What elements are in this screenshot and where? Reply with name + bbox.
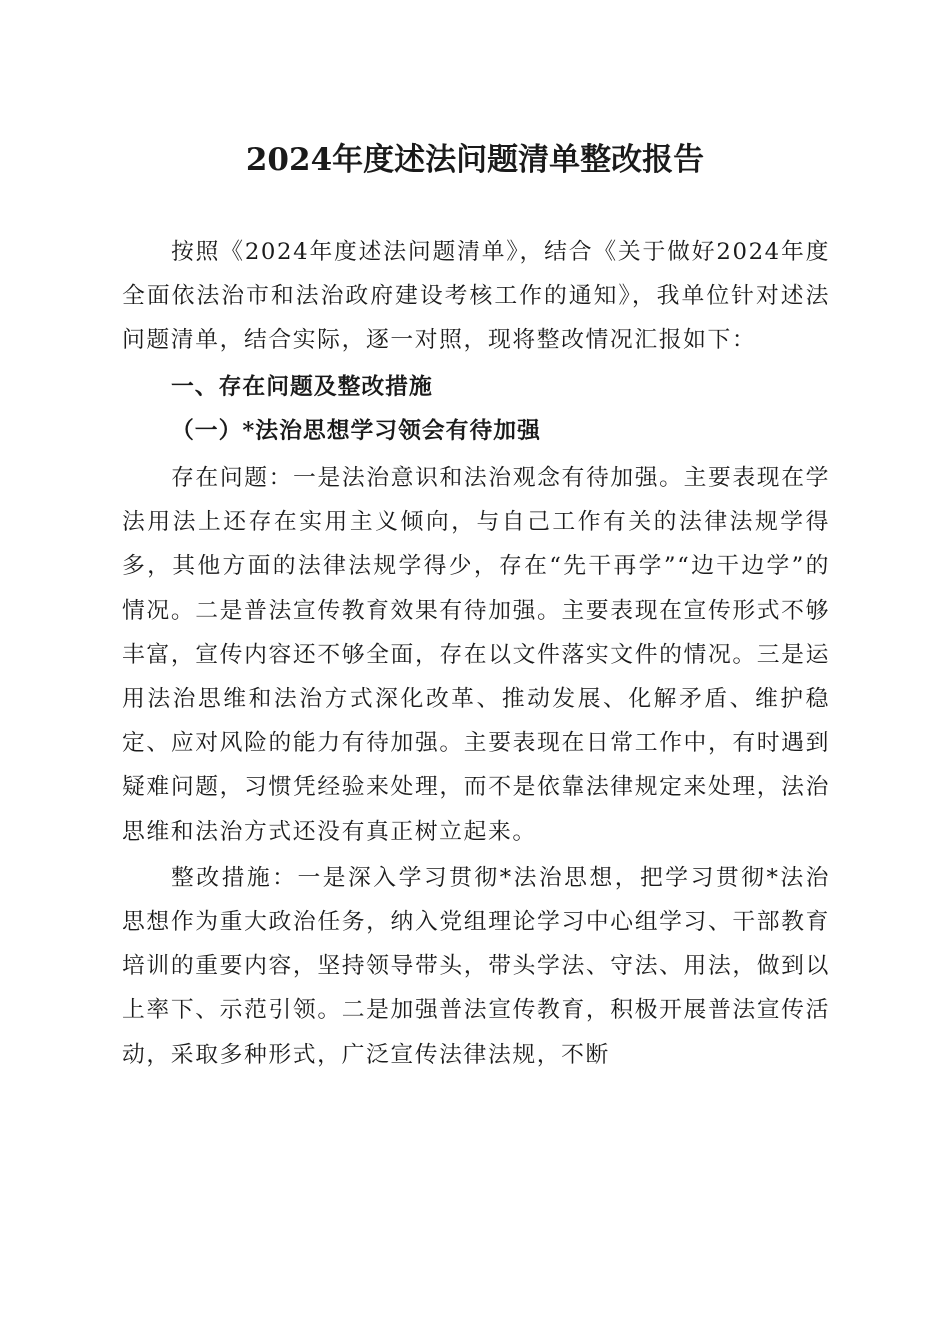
document-body [122, 230, 830, 1077]
problems-text: 一是法治意识和法治观念有待加强。主要表现在学法用法上还存在实用主义倾向，与自己工作有关的法律法规学得多，其他方面的法律法规学得少，存在“先干再学”“边干边学”的情况。二是普法宣传教育效果有待加强。主要表现在宣传形式不够丰富，宣传内容还不够全面，存在以文件落实文件的情况。三是运用法治思维和法治方式深化改革、推动发展、化解矛盾、维护稳定、应对风险的能力有待加强。主要表现在日常工作中，有时遇到疑难问题，习惯凭经验来处理，而不是依靠法律规定来处理，法治思维和法治方式还没有真正树立起来。 [122, 465, 831, 845]
subsection-heading: （一）*法治思想学习领会有待加强 [171, 417, 541, 444]
measures-label: 整改措施： [171, 864, 298, 891]
measures-text: 一是深入学习贯彻*法治思想，把学习贯彻*法治思想作为重大政治任务，纳入党组理论学习中心组学习、干部教育培训的重要内容，坚持领导带头，带头学法、守法、用法，做到以上率下、示范引领。二是加强普法宣传教育，积极开展普法宣传活动，采取多种形式，广泛宣传法律法规，不断 [122, 864, 831, 1068]
problems-label: 存在问题： [171, 465, 294, 492]
document-title: 2024年度述法问题清单整改报告 [245, 142, 705, 178]
section-heading: 一、存在问题及整改措施 [171, 373, 433, 400]
measures-paragraph [122, 856, 830, 1077]
intro-paragraph: 按照《2024年度述法问题清单》，结合《关于做好2024年度全面依法治市和法治政府建设考核工作的通知》，我单位针对述法问题清单，结合实际，逐一对照，现将整改情况汇报如下： [122, 239, 830, 354]
problems-paragraph [122, 456, 830, 854]
